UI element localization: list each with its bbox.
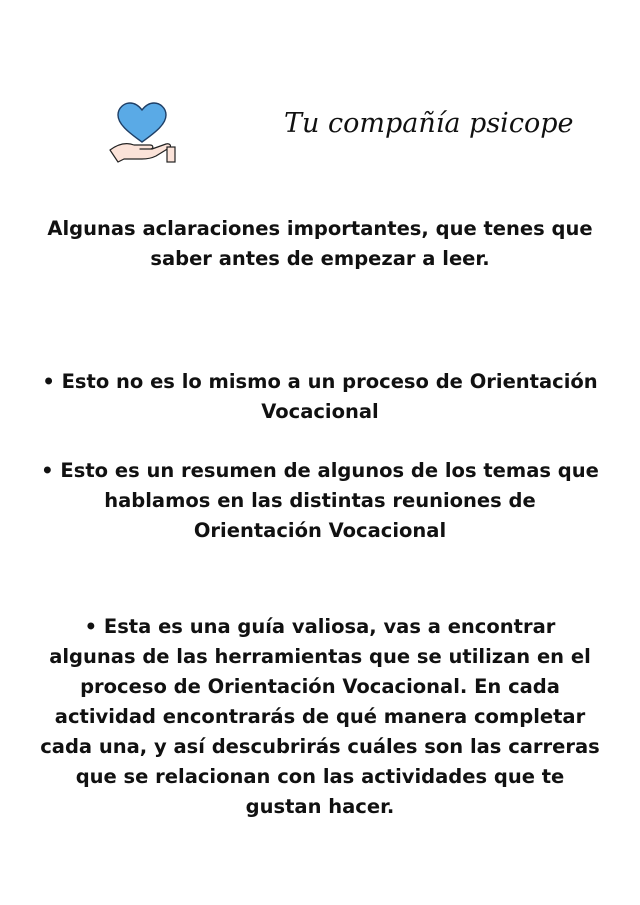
- hand-shape: [110, 144, 170, 162]
- intro-paragraph: Algunas aclaraciones importantes, que tenes que saber antes de empezar a leer.: [47, 217, 593, 270]
- brand-title: Tu compañía psicope: [284, 108, 574, 139]
- heart-in-hand-icon: [106, 100, 178, 168]
- bullet-item: • Esta es una guía valiosa, vas a encontrar algunas de las herramientas que se utilizan en el proceso de Orientación Vocacional. En cada actividad encontrarás de qué manera completar cada una, y así descubrirás cuáles son las carreras que se relacionan con las actividades que te gustan hacer.: [40, 615, 600, 818]
- bullet-item: • Esto no es lo mismo a un proceso de Orientación Vocacional: [42, 370, 598, 423]
- heart-shape: [118, 103, 166, 142]
- hand-cuff: [167, 147, 175, 162]
- bullet-item: • Esto es un resumen de algunos de los temas que hablamos en las distintas reuniones de Orientación Vocacional: [41, 459, 599, 542]
- logo: [106, 100, 178, 168]
